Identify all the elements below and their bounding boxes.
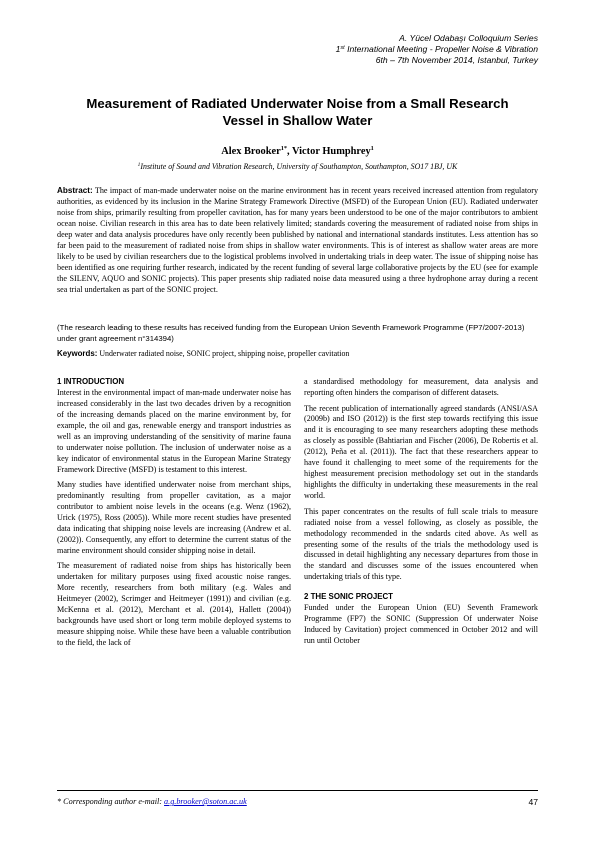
paper-title xyxy=(40,96,555,130)
author-name: Victor Humphrey xyxy=(292,146,371,157)
section-heading: 1 INTRODUCTION xyxy=(57,377,125,386)
title-line-1: Measurement of Radiated Underwater Noise from a Small Research xyxy=(86,96,509,111)
conference-meeting: 1st International Meeting - Propeller Noise & Vibration xyxy=(335,44,538,55)
keywords-text: Underwater radiated noise, SONIC project, shipping noise, propeller cavitation xyxy=(99,349,350,358)
affiliation: $^1$Institute of Sound and Vibration Research, University of Southampton, Southampton, SO17 1BJ, UK xyxy=(137,162,458,171)
funding-statement: (The research leading to these results has received funding from the European Union Seventh Framework Programme (FP7/2007-2013) under grant agreement n°314394) xyxy=(57,323,525,343)
paragraph: Many studies have identified underwater noise from merchant ships, predominantly resulting from propeller cavitation, as a major contributor to ambient noise levels in the oceans (e.g. Wenz (1962), Urick (1975), Ross (2005)). While more recent studies have presented data indicating that shipping noise levels are increasing (Andrew et al. (2002)). Consequently, any effort to determine the current status of the marine environment should consider shipping noise in detail. xyxy=(57,480,291,555)
left-column xyxy=(57,377,291,654)
footnote-divider xyxy=(57,790,538,791)
keywords-label: Keywords: xyxy=(57,349,98,358)
author-affiliation-mark: 1 xyxy=(370,145,374,152)
paragraph: a standardised methodology for measurement, data analysis and reporting often hinders the comparison of different datasets. xyxy=(304,377,538,397)
section-heading: 2 THE SONIC PROJECT xyxy=(304,592,394,602)
author-affiliation-mark: 1* xyxy=(280,145,288,152)
paragraph: Funded under the European Union (EU) Seventh Framework Programme (FP7) the SONIC (Suppression Of underwater Noise Induced by Cavitation) project commenced in October 2012 and will run until October xyxy=(304,603,538,646)
conference-dates: 6th – 7th November 2014, Istanbul, Turkey xyxy=(375,55,538,66)
corresponding-author-note: * Corresponding author e-mail: a.g.brooker@soton.ac.uk xyxy=(57,797,247,806)
author-email-link[interactable]: a.g.brooker@soton.ac.uk xyxy=(164,797,247,806)
keywords xyxy=(57,349,538,359)
author-name: Alex Brooker xyxy=(221,146,281,157)
conference-series: A. Yücel Odabaşı Colloquium Series xyxy=(399,33,538,43)
right-column xyxy=(304,377,538,652)
paragraph: This paper concentrates on the results of full scale trials to measure radiated noise from a vessel following, as closely as possible, the methodology recommended in the sndards cited above. As well as presenting some of the results of the trials the methodology used is discussed in detail highlighting any necessary departures from those in the standard and discusses some of the issues encountered when undertaking trials of this type. xyxy=(304,506,538,582)
abstract-label: Abstract: xyxy=(57,186,93,195)
paragraph: Interest in the environmental impact of man-made underwater noise has increased considerably in the last two decades driven by a recognition of the increasing demands placed on the marine environment by, for example, the oil and gas, renewable energy and transport industries as well as an improving understanding of the sensitivity of marine fauna to underwater noise pollution. The inclusion of underwater noise as a key indicator of environmental status in the European Marine Strategy Framework Directive (MSFD) is testament to this interest. xyxy=(57,387,291,474)
paragraph: The recent publication of internationally agreed standards (ANSI/ASA (2009b) and ISO (2012)) is the first step towards rectifying this issue and it is encouraging to see many researchers adopting these methods as closely as possible (Bahtiarian and Fischer (2006), De Robertis et al. (2012), Peña et al. (2011)). The fact that these researchers appear to have found it challenging to meet some of the requirements for the highest measurement precision methodology set out in the standards highlights the difficulty in undertaking these measurements in the real world. xyxy=(304,403,538,501)
title-line-2: Vessel in Shallow Water xyxy=(222,112,373,128)
abstract xyxy=(57,186,538,296)
abstract-text: The impact of man-made underwater noise on the marine environment has in recent years received increased attention from regulatory authorities, as evidenced by its inclusion in the Marine Strategy Framework Directive (MSFD) of the European Union (EU). Radiated underwater noise from ships, primarily resulting from propeller cavitation, has for many years been understood to be one of the major contributors to ambient ocean noise. Civilian research in this area has to date been relatively limited; standards covering the measurement of radiated noise from ships in deep water and data analysis procedures have only recently been published by national and international standards institutes. Less attention has so far been paid to the measurement of radiated noise from ships in shallow water environments. This is of interest as shallow water areas are more likely to be used by civilian researchers due to the logistical problems involved in undertaking trials in deep water. The issue of shipping noise has been identified as one requiring further research, indicated by the recent funding of several large collaborative projects by the EU (see for example the SILENV, AQUO and SONIC projects). This paper presents ship radiated noise data measured using a three hydrophone array during a recent sea trial undertaken as part of the SONIC project. xyxy=(57,186,539,294)
paragraph: The measurement of radiated noise from ships has historically been undertaken for military purposes using fixed acoustic noise ranges. More recently, researchers from both military (e.g. Wales and Heitmeyer (2002), Scrimger and Heitmeyer (1991)) and civilian (e.g. McKenna et al. (2012), Merchant et al. (2014), Hallett (2004)) backgrounds have used short or long term mobile deployed systems to measure shipping noise. While these have been a valuable contribution to the field, the lack of xyxy=(57,561,291,648)
page-number: 47 xyxy=(528,797,538,807)
author-list: Alex Brooker$^{1*}$, Victor Humphrey$^1$ xyxy=(221,145,374,157)
conference-header xyxy=(336,33,538,67)
